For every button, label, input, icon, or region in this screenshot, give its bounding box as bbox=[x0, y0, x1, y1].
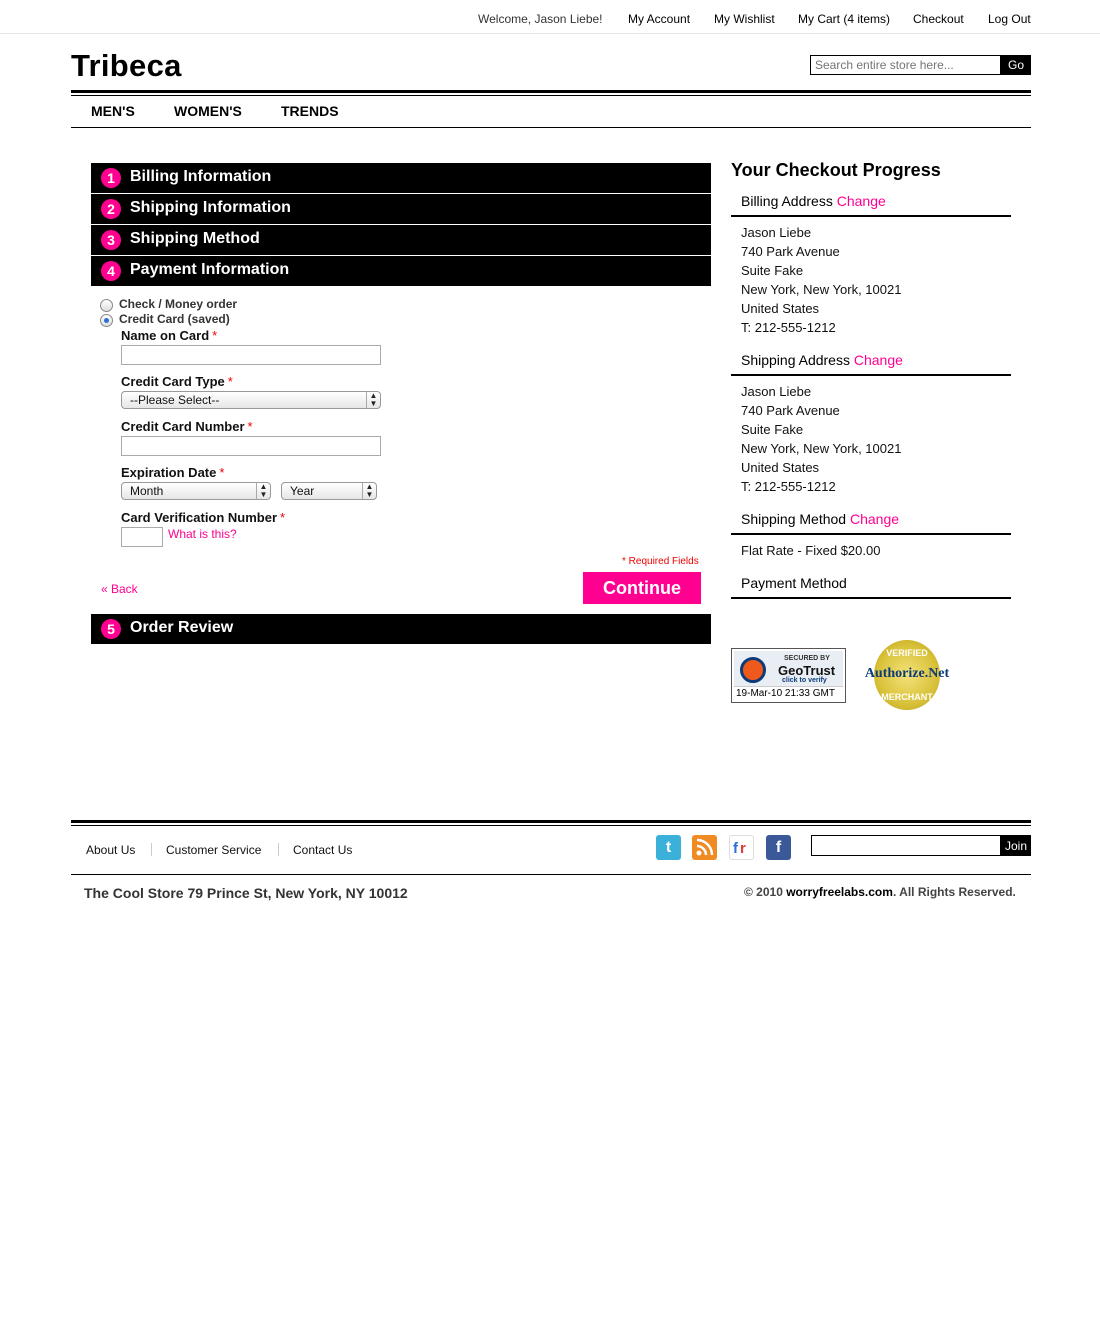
step-number: 2 bbox=[101, 199, 121, 219]
geotrust-badge[interactable] bbox=[731, 648, 846, 703]
billing-line: United States bbox=[741, 301, 820, 316]
step-label: Shipping Information bbox=[130, 199, 291, 216]
facebook-icon[interactable]: f bbox=[766, 835, 791, 860]
billing-line: T: 212-555-1212 bbox=[741, 320, 836, 335]
footer-divider bbox=[71, 825, 1031, 826]
welcome-message: Welcome, Jason Liebe! bbox=[478, 12, 603, 26]
step-number: 1 bbox=[101, 168, 121, 188]
required-asterisk: * bbox=[247, 419, 253, 434]
footer-customer-service[interactable]: Customer Service bbox=[166, 843, 262, 857]
rss-icon[interactable] bbox=[692, 835, 717, 860]
top-utility-bar bbox=[0, 0, 1100, 34]
required-asterisk: * bbox=[227, 374, 233, 389]
required-fields-note: * Required Fields bbox=[622, 556, 699, 567]
required-asterisk: * bbox=[212, 328, 218, 343]
step-label: Order Review bbox=[130, 619, 234, 636]
copyright: © 2010 worryfreelabs.com. All Rights Reserved. bbox=[744, 885, 1016, 899]
step-payment-information[interactable] bbox=[91, 256, 711, 286]
select-value: Month bbox=[130, 484, 164, 498]
geotrust-header bbox=[734, 651, 843, 687]
back-link[interactable]: « Back bbox=[101, 582, 138, 596]
seal-top-text: VERIFIED bbox=[886, 648, 928, 658]
what-is-this-link[interactable]: What is this? bbox=[168, 527, 237, 541]
shipping-method-value: Flat Rate - Fixed $20.00 bbox=[741, 543, 881, 558]
geotrust-logo-icon bbox=[740, 657, 766, 683]
join-button[interactable]: Join bbox=[1001, 835, 1031, 856]
shipping-line: United States bbox=[741, 460, 820, 475]
name-on-card-label: Name on Card * bbox=[121, 328, 218, 343]
friendfeed-icon[interactable] bbox=[729, 835, 754, 860]
nav-womens[interactable]: WOMEN'S bbox=[174, 103, 242, 119]
my-wishlist-link[interactable]: My Wishlist bbox=[714, 12, 775, 26]
step-label: Shipping Method bbox=[130, 230, 260, 247]
nav-mens[interactable]: MEN'S bbox=[91, 103, 135, 119]
shipping-line: T: 212-555-1212 bbox=[741, 479, 836, 494]
nav-divider bbox=[71, 95, 1031, 96]
expiration-date-label: Expiration Date * bbox=[121, 465, 225, 480]
footer-separator bbox=[151, 843, 152, 856]
continue-button[interactable]: Continue bbox=[583, 572, 701, 604]
select-arrows-icon: ▲ ▼ bbox=[362, 483, 376, 499]
checkout-progress-title: Your Checkout Progress bbox=[731, 160, 941, 180]
method-change-link[interactable]: Change bbox=[849, 511, 900, 527]
select-value: --Please Select-- bbox=[130, 393, 220, 407]
shipping-change-link[interactable]: Change bbox=[853, 352, 903, 368]
billing-line: New York, New York, 10021 bbox=[741, 282, 902, 297]
logout-link[interactable]: Log Out bbox=[988, 12, 1031, 26]
credit-card-number-input[interactable] bbox=[121, 436, 381, 456]
geotrust-verify: click to verify bbox=[782, 677, 827, 684]
step-number: 3 bbox=[101, 230, 121, 250]
checkout-link[interactable]: Checkout bbox=[913, 12, 964, 26]
payment-method-heading: Payment Method bbox=[731, 575, 1011, 599]
credit-card-label: Credit Card (saved) bbox=[119, 312, 230, 326]
search-go-button[interactable]: Go bbox=[1001, 55, 1031, 75]
step-shipping-information[interactable] bbox=[91, 194, 711, 224]
authorize-net-seal[interactable] bbox=[862, 640, 952, 712]
svg-text:r: r bbox=[740, 840, 746, 857]
check-money-order-radio[interactable] bbox=[100, 299, 113, 312]
step-billing-information[interactable] bbox=[91, 163, 711, 193]
shipping-line: Jason Liebe bbox=[741, 384, 812, 399]
billing-address-heading: Billing Address Change bbox=[731, 193, 1011, 217]
name-on-card-input[interactable] bbox=[121, 345, 381, 365]
footer-divider bbox=[71, 820, 1031, 823]
credit-card-number-label: Credit Card Number * bbox=[121, 419, 253, 434]
footer-contact-us[interactable]: Contact Us bbox=[293, 843, 353, 857]
geotrust-brand: GeoTrust bbox=[778, 663, 836, 678]
step-number: 4 bbox=[101, 261, 121, 281]
select-arrows-icon: ▲ ▼ bbox=[366, 392, 380, 408]
nav-divider bbox=[71, 90, 1031, 93]
step-label: Payment Information bbox=[130, 261, 290, 278]
footer-divider bbox=[71, 874, 1031, 875]
expiration-month-select[interactable] bbox=[121, 482, 271, 500]
nav-divider bbox=[71, 127, 1031, 128]
card-verification-label: Card Verification Number * bbox=[121, 510, 286, 525]
billing-line: 740 Park Avenue bbox=[741, 244, 840, 259]
billing-change-link[interactable]: Change bbox=[836, 193, 886, 209]
billing-line: Suite Fake bbox=[741, 263, 804, 278]
check-money-order-label: Check / Money order bbox=[119, 297, 238, 311]
store-address: The Cool Store 79 Prince St, New York, NY 10012 bbox=[84, 885, 408, 901]
footer-separator bbox=[278, 843, 279, 856]
search-input[interactable] bbox=[810, 55, 1001, 75]
required-asterisk: * bbox=[219, 465, 225, 480]
svg-text:f: f bbox=[733, 840, 738, 857]
select-value: Year bbox=[290, 484, 315, 498]
nav-trends[interactable]: TRENDS bbox=[281, 103, 339, 119]
my-cart-link[interactable]: My Cart (4 items) bbox=[798, 12, 891, 26]
my-account-link[interactable]: My Account bbox=[628, 12, 691, 26]
copyright-domain-link[interactable]: worryfreelabs.com bbox=[786, 885, 893, 899]
credit-card-type-select[interactable] bbox=[121, 391, 381, 409]
shipping-line: 740 Park Avenue bbox=[741, 403, 840, 418]
step-label: Billing Information bbox=[130, 168, 272, 185]
credit-card-type-label: Credit Card Type * bbox=[121, 374, 233, 389]
seal-bottom-text: MERCHANT bbox=[881, 692, 933, 702]
shipping-method-heading: Shipping Method Change bbox=[731, 511, 1011, 535]
required-asterisk: * bbox=[280, 510, 286, 525]
card-verification-input[interactable] bbox=[121, 527, 163, 547]
step-number: 5 bbox=[101, 619, 121, 639]
select-arrows-icon: ▲ ▼ bbox=[256, 483, 270, 499]
twitter-icon[interactable]: t bbox=[656, 835, 681, 860]
shipping-line: New York, New York, 10021 bbox=[741, 441, 902, 456]
shipping-address-heading: Shipping Address Change bbox=[731, 352, 1011, 376]
site-logo[interactable]: Tribeca bbox=[71, 48, 182, 83]
billing-line: Jason Liebe bbox=[741, 225, 812, 240]
step-order-review[interactable] bbox=[91, 614, 711, 644]
shipping-line: Suite Fake bbox=[741, 422, 804, 437]
footer-about-us[interactable]: About Us bbox=[86, 843, 136, 857]
step-shipping-method[interactable] bbox=[91, 225, 711, 255]
expiration-year-select[interactable] bbox=[281, 482, 377, 500]
newsletter-input[interactable] bbox=[811, 835, 1001, 856]
geotrust-date: 19-Mar-10 21:33 GMT bbox=[736, 688, 835, 699]
seal-brand: Authorize.Net bbox=[864, 666, 950, 681]
credit-card-radio[interactable] bbox=[100, 314, 113, 327]
geotrust-secured-text: SECURED BY bbox=[784, 655, 830, 662]
